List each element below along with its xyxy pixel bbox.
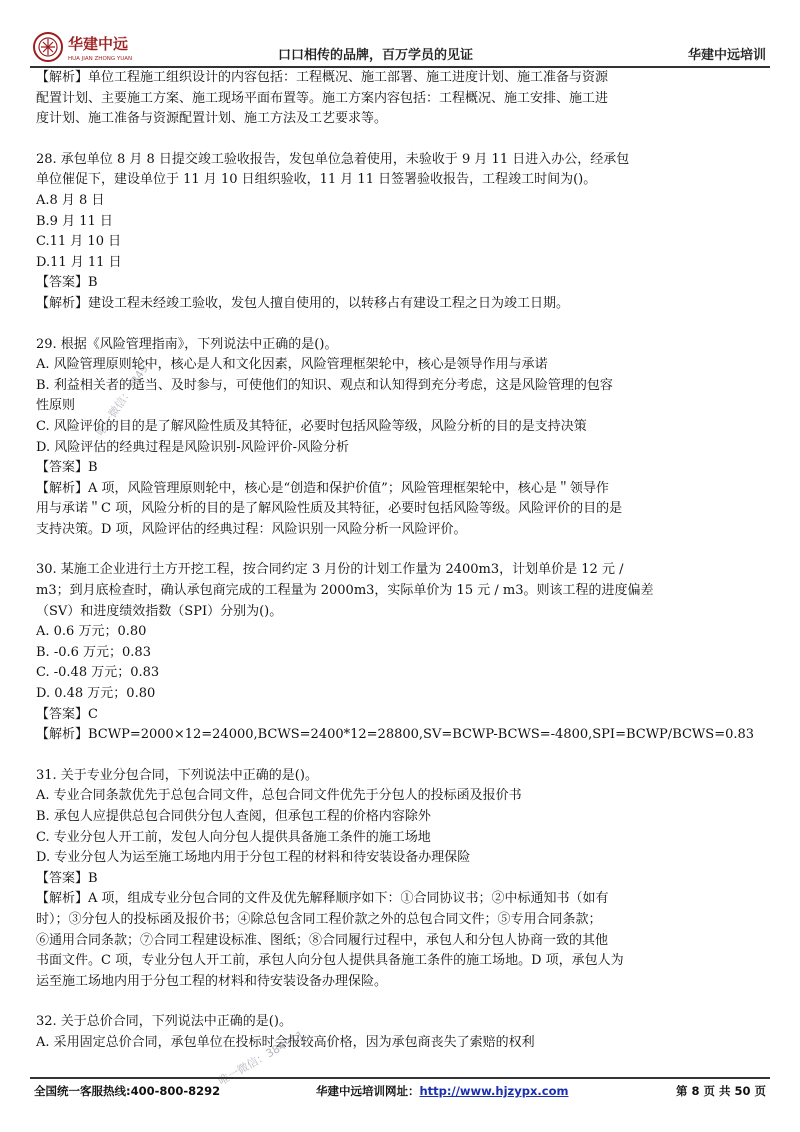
option-d: D.11 月 11 日 xyxy=(36,254,122,270)
answer: 【答案】B xyxy=(36,460,98,476)
answer: 【答案】C xyxy=(36,706,98,722)
explanation: 【解析】建设工程未经竣工验收，发包人擅自使用的，以转移占有建设工程之日为竣工日期。 xyxy=(36,295,570,311)
header-brand: 华建中远培训 xyxy=(687,48,766,63)
text-line: 配置计划、主要施工方案、施工现场平面布置等。施工方案内容包括：工程概况、施工安排、施工进 xyxy=(36,90,609,106)
option-b: B.9 月 11 日 xyxy=(36,213,113,229)
option-a: A. 风险管理原则轮中，核心是人和文化因素，风险管理框架轮中，核心是领导作用与承诺 xyxy=(36,357,548,373)
document-body xyxy=(36,68,776,1054)
watermark-text: 唯一微信：38491 xyxy=(93,356,155,439)
option-b: B. 利益相关者的适当、及时参与，可使他们的知识、观点和认知得到充分考虑，这是风险管理的包容 xyxy=(36,377,613,393)
explanation: 用与承诺＂C 项，风险分析的目的是了解风险性质及其特征，必要时包括风险等级。风险评价的目的是 xyxy=(36,501,623,517)
question-text: 30. 某施工企业进行土方开挖工程，按合同约定 3 月份的计划工作量为 2400m3，计划单价是 12 元 / xyxy=(36,562,624,578)
footer-site-link[interactable]: http://www.hjzypx.com xyxy=(419,1084,569,1098)
option-a: A. 采用固定总价合同，承包单位在投标时会报较高价格，因为承包商丧失了索赔的权利 xyxy=(36,1034,535,1050)
question-31 xyxy=(36,766,776,993)
logo-icon xyxy=(32,30,182,64)
explanation: ⑥通用合同条款；⑦合同工程建设标准、图纸；⑧合同履行过程中，承包人和分包人协商一致的其他 xyxy=(36,932,609,948)
explanation: 【解析】A 项，风险管理原则轮中，核心是“创造和保护价值”；风险管理框架轮中，核心是＂领导作 xyxy=(36,480,609,496)
text-line: 度计划、施工准备与资源配置计划、施工方法及工艺要求等。 xyxy=(36,111,388,127)
explanation: 支持决策。D 项，风险评估的经典过程：风险识别一风险分析一风险评价。 xyxy=(36,521,467,537)
logo-text: 华建中远 xyxy=(68,35,129,53)
intro-block xyxy=(36,68,776,130)
option-c: C. -0.48 万元；0.83 xyxy=(36,665,160,681)
question-32 xyxy=(36,1012,776,1053)
option-a: A. 专业合同条款优先于总包合同文件，总包合同文件优先于分包人的投标函及报价书 xyxy=(36,788,522,804)
explanation: 运至施工场地内用于分包工程的材料和待安装设备办理保险。 xyxy=(36,973,388,989)
question-text: 32. 关于总价合同，下列说法中正确的是()。 xyxy=(36,1014,292,1030)
answer: 【答案】B xyxy=(36,870,98,886)
question-28 xyxy=(36,150,776,315)
question-text: 28. 承包单位 8 月 8 日提交竣工验收报告，发包单位急着使用，未验收于 9 月 11 日进入办公，经承包 xyxy=(36,151,630,167)
option-a: A.8 月 8 日 xyxy=(36,192,105,208)
option-a: A. 0.6 万元；0.80 xyxy=(36,624,147,640)
question-text: 单位催促下，建设单位于 11 月 10 日组织验收，11 月 11 日签署验收报告，工程竣工时间为()。 xyxy=(36,172,597,188)
page-header xyxy=(30,30,770,68)
question-text: （SV）和进度绩效指数（SPI）分别为()。 xyxy=(36,603,283,619)
logo-subtext: HUA JIAN ZHONG YUAN xyxy=(68,56,133,62)
option-b: B. 承包人应提供总包合同供分包人查阅，但承包工程的价格内容除外 xyxy=(36,809,431,824)
option-b: B. -0.6 万元；0.83 xyxy=(36,644,151,660)
option-d: D. 风险评估的经典过程是风险识别-风险评价-风险分析 xyxy=(36,439,350,455)
question-30 xyxy=(36,560,776,745)
explanation: 书面文件。C 项，专业分包人开工前，承包人向分包人提供具备施工条件的施工场地。D 项，承包人为 xyxy=(36,953,624,969)
option-c: C. 专业分包人开工前，发包人向分包人提供具备施工条件的施工场地 xyxy=(36,829,431,845)
text-line: 【解析】单位工程施工组织设计的内容包括：工程概况、施工部署、施工进度计划、施工准备与资源 xyxy=(36,70,609,85)
page-footer xyxy=(30,1077,770,1103)
question-text: m3；到月底检查时，确认承包商完成的工程量为 2000m3，实际单价为 15 元 / m3。则该工程的进度偏差 xyxy=(36,583,654,599)
answer: 【答案】B xyxy=(36,275,98,291)
option-c: C.11 月 10 日 xyxy=(36,234,122,250)
header-slogan: 口口相传的品牌，百万学员的见证 xyxy=(278,48,474,63)
footer-site xyxy=(316,1083,568,1099)
explanation: 【解析】A 项，组成专业分包合同的文件及优先解释顺序如下：①合同协议书；②中标通知书（如有 xyxy=(36,891,609,907)
footer-site-label: 华建中远培训网址： xyxy=(316,1084,420,1098)
footer-hotline: 全国统一客服热线:400-800-8292 xyxy=(34,1084,221,1098)
option-d: D. 0.48 万元；0.80 xyxy=(36,686,156,702)
option-c: C. 风险评价的目的是了解风险性质及其特征，必要时包括风险等级，风险分析的目的是支持决策 xyxy=(36,418,587,434)
watermark-text: 唯一微信：384911 xyxy=(216,1028,307,1088)
explanation: 时）；③分包人的投标函及报价书；④除总包含同工程价款之外的总包合同文件；⑤专用合同条款； xyxy=(36,911,602,927)
option-d: D. 专业分包人为运至施工场地内用于分包工程的材料和待安装设备办理保险 xyxy=(36,850,471,866)
option-b-cont: 性原则 xyxy=(36,398,76,414)
explanation: 【解析】BCWP=2000×12=24000,BCWS=2400*12=28800,SV=BCWP-BCWS=-4800,SPI=BCWP/BCWS=0.83 xyxy=(36,727,755,743)
question-text: 29. 根据《风险管理指南》，下列说法中正确的是()。 xyxy=(36,336,338,352)
question-text: 31. 关于专业分包合同，下列说法中正确的是()。 xyxy=(36,767,318,783)
page-number: 第 8 页 共 50 页 xyxy=(675,1084,766,1098)
